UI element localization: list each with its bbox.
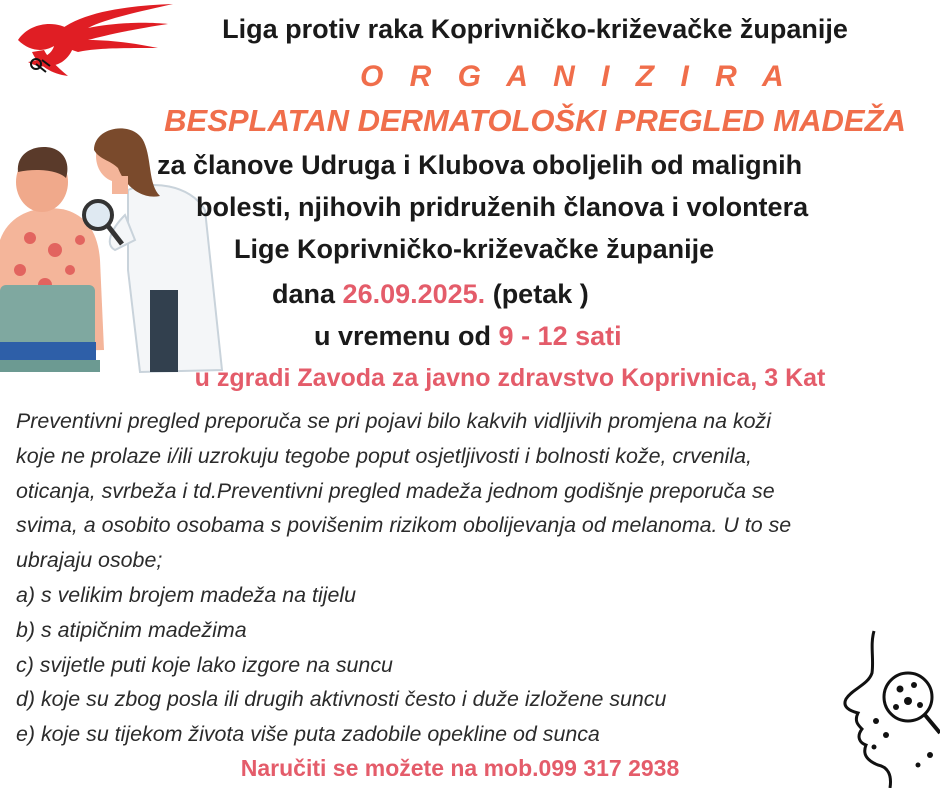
- organizes-heading: O R G A N I Z I R A: [360, 60, 793, 93]
- list-item: b) s atipičnim madežima: [16, 617, 247, 642]
- event-day: (petak ): [492, 279, 589, 309]
- event-date-line: [272, 279, 589, 310]
- list-item: d) koje su zbog posla ili drugih aktivnosti često i duže izložene suncu: [16, 687, 667, 712]
- body-line: oticanja, svrbeža i td.Preventivni pregled madeža jednom godišnje preporuča se: [16, 478, 775, 503]
- time-prefix: u vremenu od: [314, 321, 492, 351]
- event-title: BESPLATAN DERMATOLOŠKI PREGLED MADEŽA: [164, 103, 906, 138]
- event-time-line: [314, 321, 622, 352]
- audience-line-1: za članove Udruga i Klubova oboljelih od malignih: [157, 150, 803, 180]
- audience-line-3: Lige Koprivničko-križevačke županije: [234, 234, 715, 264]
- body-line: koje ne prolaze i/ili uzrokuju tegobe poput osjetljivosti i bolnosti kože, crvenila,: [16, 443, 753, 468]
- organization-title: Liga protiv raka Koprivničko-križevačke županije: [222, 14, 848, 44]
- list-item: e) koje su tijekom života više puta zadobile opekline od sunca: [16, 722, 600, 747]
- event-date: 26.09.2025.: [342, 279, 486, 309]
- body-text: [16, 404, 931, 752]
- body-line: Preventivni pregled preporuča se pri pojavi bilo kakvih vidljivih promjena na koži: [16, 409, 772, 433]
- list-item: c) svijetle puti koje lako izgore na suncu: [16, 652, 393, 677]
- body-line: ubrajaju osobe;: [16, 548, 163, 573]
- event-time: 9 - 12 sati: [498, 321, 622, 351]
- audience-line-2: bolesti, njihovih pridruženih članova i volontera: [196, 192, 809, 222]
- contact-phone: Naručiti se možete na mob.099 317 2938: [240, 755, 680, 781]
- date-prefix: dana: [272, 279, 336, 309]
- body-line: svima, a osobito osobama s povišenim rizikom obolijevanja od melanoma. U to se: [16, 513, 792, 538]
- event-location: u zgradi Zavoda za javno zdravstvo Koprivnica, 3 Kat: [194, 364, 826, 392]
- list-item: a) s velikim brojem madeža na tijelu: [16, 582, 357, 607]
- patient-figure: [0, 147, 104, 372]
